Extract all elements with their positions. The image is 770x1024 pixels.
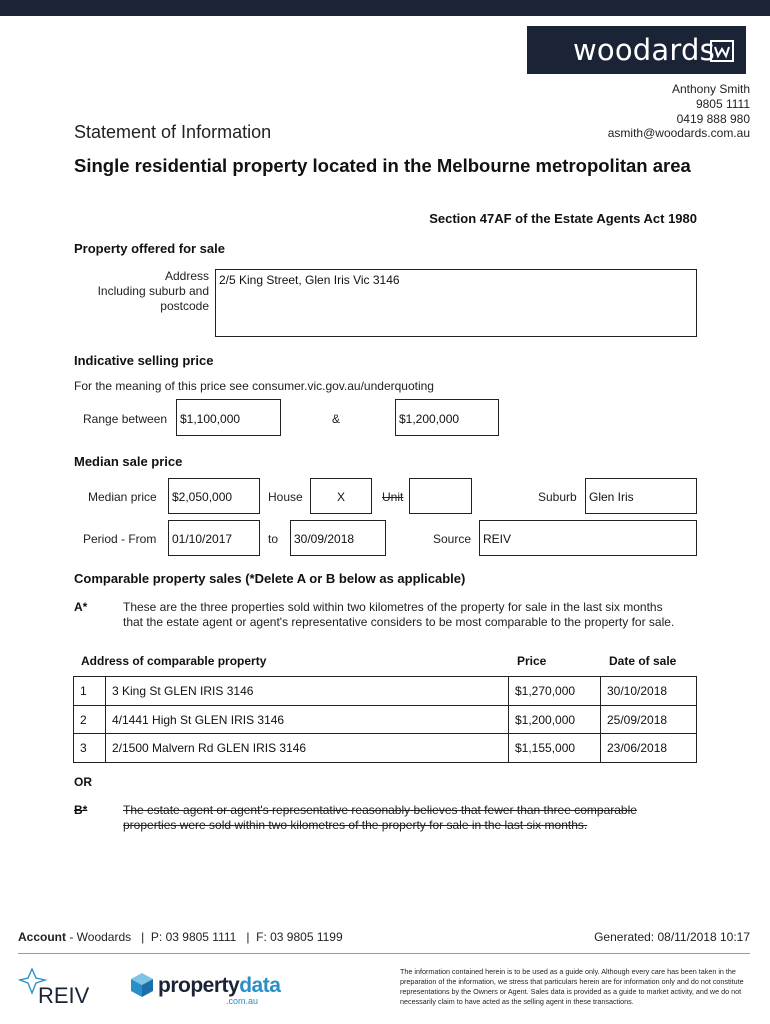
row-address[interactable]: 4/1441 High St GLEN IRIS 3146	[106, 705, 509, 734]
median-price-field[interactable]: $2,050,000	[168, 478, 260, 514]
logo-text: woodards	[573, 33, 715, 67]
propertydata-cube-icon	[130, 972, 154, 998]
underquoting-note: For the meaning of this price see consumer.vic.gov.au/underquoting	[74, 379, 434, 393]
row-date[interactable]: 23/06/2018	[601, 734, 697, 763]
col-date-header: Date of sale	[609, 654, 677, 668]
row-number: 2	[74, 705, 106, 734]
source-field[interactable]: REIV	[479, 520, 697, 556]
unit-label: Unit	[382, 490, 404, 504]
propertydata-logo	[130, 972, 280, 1008]
address-field[interactable]: 2/5 King Street, Glen Iris Vic 3146	[215, 269, 697, 337]
propertydata-accent: data	[239, 974, 281, 997]
propertydata-domain: .com.au	[226, 996, 259, 1006]
range-label: Range between	[83, 412, 168, 426]
generated-timestamp: Generated: 08/11/2018 10:17	[594, 930, 750, 944]
agent-phone: 9805 1111	[695, 97, 750, 111]
account-label: Account	[18, 930, 66, 944]
or-label: OR	[74, 775, 92, 789]
agent-name: Anthony Smith	[671, 82, 750, 96]
suburb-label: Suburb	[538, 490, 577, 504]
row-date[interactable]: 25/09/2018	[601, 705, 697, 734]
comparable-table	[73, 676, 697, 763]
statement-title: Statement of Information	[74, 122, 272, 142]
price-low-field[interactable]: $1,100,000	[176, 399, 281, 436]
range-ampersand: &	[332, 412, 341, 426]
col-price-header: Price	[517, 654, 547, 668]
row-number: 3	[74, 734, 106, 763]
median-heading: Median sale price	[74, 454, 183, 469]
row-price[interactable]: $1,200,000	[509, 705, 601, 734]
agent-email[interactable]: asmith@woodards.com.au	[607, 126, 750, 140]
row-date[interactable]: 30/10/2018	[601, 677, 697, 706]
price-high-field[interactable]: $1,200,000	[395, 399, 499, 436]
table-row	[74, 677, 697, 706]
period-to-field[interactable]: 30/09/2018	[290, 520, 386, 556]
account-line	[18, 930, 343, 944]
woodards-logo	[527, 26, 746, 74]
house-label: House	[268, 490, 303, 504]
address-label-line1: Address	[164, 269, 209, 283]
period-from-field[interactable]: 01/10/2017	[168, 520, 260, 556]
propertydata-text	[158, 974, 280, 998]
propertydata-main: property	[158, 974, 240, 997]
table-row	[74, 734, 697, 763]
table-row	[74, 705, 697, 734]
account-details: - Woodards | P: 03 9805 1111 | F: 03 9805 1199	[66, 930, 343, 944]
top-bar	[0, 0, 770, 16]
option-b-text: The estate agent or agent's representative reasonably believes that fewer than three comparable properties were sold within two kilometres of the property for sale in the last six months.	[123, 803, 637, 832]
house-field[interactable]: X	[310, 478, 372, 514]
period-label: Period - From	[83, 532, 157, 546]
comparable-heading: Comparable property sales (*Delete A or B below as applicable)	[74, 571, 466, 586]
page-title: Single residential property located in the Melbourne metropolitan area	[74, 155, 691, 176]
source-label: Source	[433, 532, 472, 546]
col-address-header: Address of comparable property	[81, 654, 267, 668]
option-a-label: A*	[74, 600, 88, 614]
footer-divider	[18, 953, 750, 954]
logo-mark-icon	[710, 40, 734, 62]
disclaimer-text: The information contained herein is to be used as a guide only. Although every care has been taken in the preparation of the information, we stress that particulars herein are for information only and do not constitute representations by the Owners or Agent. Sales data is provided as a guide to market activity, and we do not necessarily claim to have acted as the selling agent in these transactions.	[400, 967, 744, 1006]
row-number: 1	[74, 677, 106, 706]
address-label-line2: Including suburb and	[97, 284, 209, 298]
option-b-label: B*	[74, 803, 88, 817]
row-price[interactable]: $1,155,000	[509, 734, 601, 763]
reiv-logo	[18, 967, 98, 1007]
address-label	[74, 269, 209, 314]
median-price-label: Median price	[88, 490, 157, 504]
address-label-line3: postcode	[160, 299, 209, 313]
suburb-field[interactable]: Glen Iris	[585, 478, 697, 514]
agent-mobile: 0419 888 980	[676, 112, 750, 126]
option-a-text: These are the three properties sold within two kilometres of the property for sale in the last six months that the estate agent or agent's representative considers to be most comparable to the property for sale.	[123, 600, 675, 629]
row-address[interactable]: 2/1500 Malvern Rd GLEN IRIS 3146	[106, 734, 509, 763]
indicative-heading: Indicative selling price	[74, 353, 214, 368]
unit-field[interactable]	[409, 478, 472, 514]
row-price[interactable]: $1,270,000	[509, 677, 601, 706]
period-to-label: to	[268, 532, 279, 546]
property-heading: Property offered for sale	[74, 241, 225, 256]
row-address[interactable]: 3 King St GLEN IRIS 3146	[106, 677, 509, 706]
act-reference: Section 47AF of the Estate Agents Act 1980	[429, 211, 697, 226]
reiv-text: REIV	[38, 983, 90, 1008]
